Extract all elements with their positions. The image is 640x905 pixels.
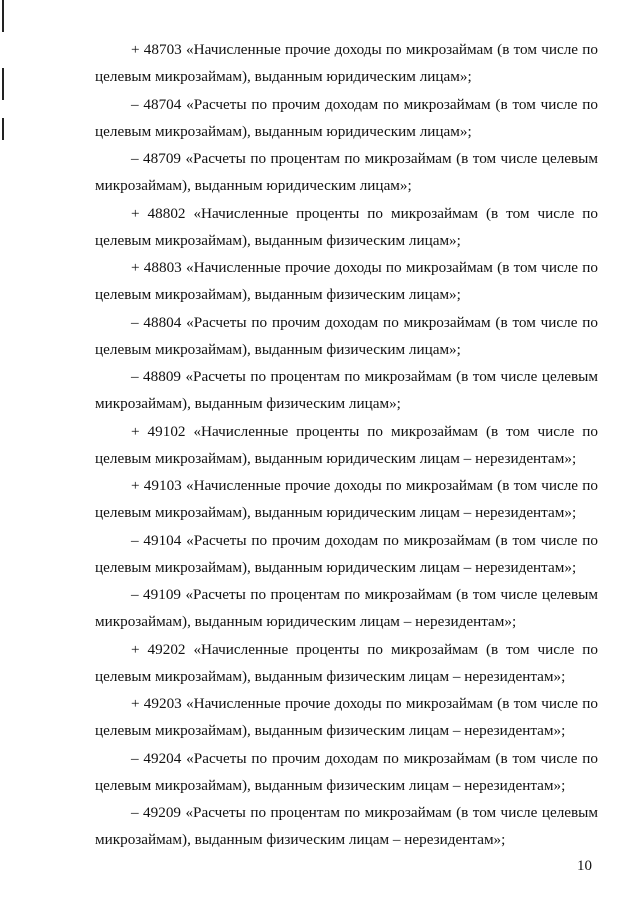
account-paragraph-48709: – 48709 «Расчеты по процентам по микрозаймам (в том числе целевым микрозаймам), выданным юридическим лицам»; bbox=[95, 150, 598, 194]
account-paragraph-48804: – 48804 «Расчеты по прочим доходам по микрозаймам (в том числе по целевым микрозаймам), выданным физическим лицам»; bbox=[95, 313, 598, 358]
margin-mark bbox=[2, 118, 4, 140]
account-paragraph-49104: – 49104 «Расчеты по прочим доходам по микрозаймам (в том числе по целевым микрозаймам), выданным юридическим лицам – нерезидентам»; bbox=[95, 531, 598, 576]
account-paragraph-49203: + 49203 «Начисленные прочие доходы по микрозаймам (в том числе по целевым микрозаймам), выданным физическим лицам – нерезидентам»; bbox=[95, 695, 598, 739]
account-paragraph-48809: – 48809 «Расчеты по процентам по микрозаймам (в том числе целевым микрозаймам), выданным физическим лицам»; bbox=[95, 368, 598, 412]
account-paragraph-49102: + 49102 «Начисленные проценты по микрозаймам (в том числе по целевым микрозаймам), выданным юридическим лицам – нерезидентам»; bbox=[95, 422, 598, 467]
page-number: 10 bbox=[577, 858, 592, 874]
account-paragraph-49202: + 49202 «Начисленные проценты по микрозаймам (в том числе по целевым микрозаймам), выданным физическим лицам – нерезидентам»; bbox=[95, 640, 598, 685]
document-body bbox=[95, 36, 598, 854]
account-paragraph-48704: – 48704 «Расчеты по прочим доходам по микрозаймам (в том числе по целевым микрозаймам), выданным юридическим лицам»; bbox=[95, 95, 598, 140]
account-paragraph-48703: + 48703 «Начисленные прочие доходы по микрозаймам (в том числе по целевым микрозаймам), выданным юридическим лицам»; bbox=[95, 41, 598, 85]
margin-mark bbox=[2, 68, 4, 100]
account-paragraph-49209: – 49209 «Расчеты по процентам по микрозаймам (в том числе целевым микрозаймам), выданным физическим лицам – нерезидентам»; bbox=[95, 804, 598, 848]
margin-mark bbox=[2, 0, 4, 32]
account-paragraph-48803: + 48803 «Начисленные прочие доходы по микрозаймам (в том числе по целевым микрозаймам), выданным физическим лицам»; bbox=[95, 259, 598, 303]
account-paragraph-48802: + 48802 «Начисленные проценты по микрозаймам (в том числе по целевым микрозаймам), выданным физическим лицам»; bbox=[95, 204, 598, 249]
account-paragraph-49204: – 49204 «Расчеты по прочим доходам по микрозаймам (в том числе по целевым микрозаймам), выданным физическим лицам – нерезидентам»; bbox=[95, 749, 598, 794]
account-paragraph-49103: + 49103 «Начисленные прочие доходы по микрозаймам (в том числе по целевым микрозаймам), выданным юридическим лицам – нерезидентам»; bbox=[95, 477, 598, 521]
account-paragraph-49109: – 49109 «Расчеты по процентам по микрозаймам (в том числе целевым микрозаймам), выданным юридическим лицам – нерезидентам»; bbox=[95, 586, 598, 630]
